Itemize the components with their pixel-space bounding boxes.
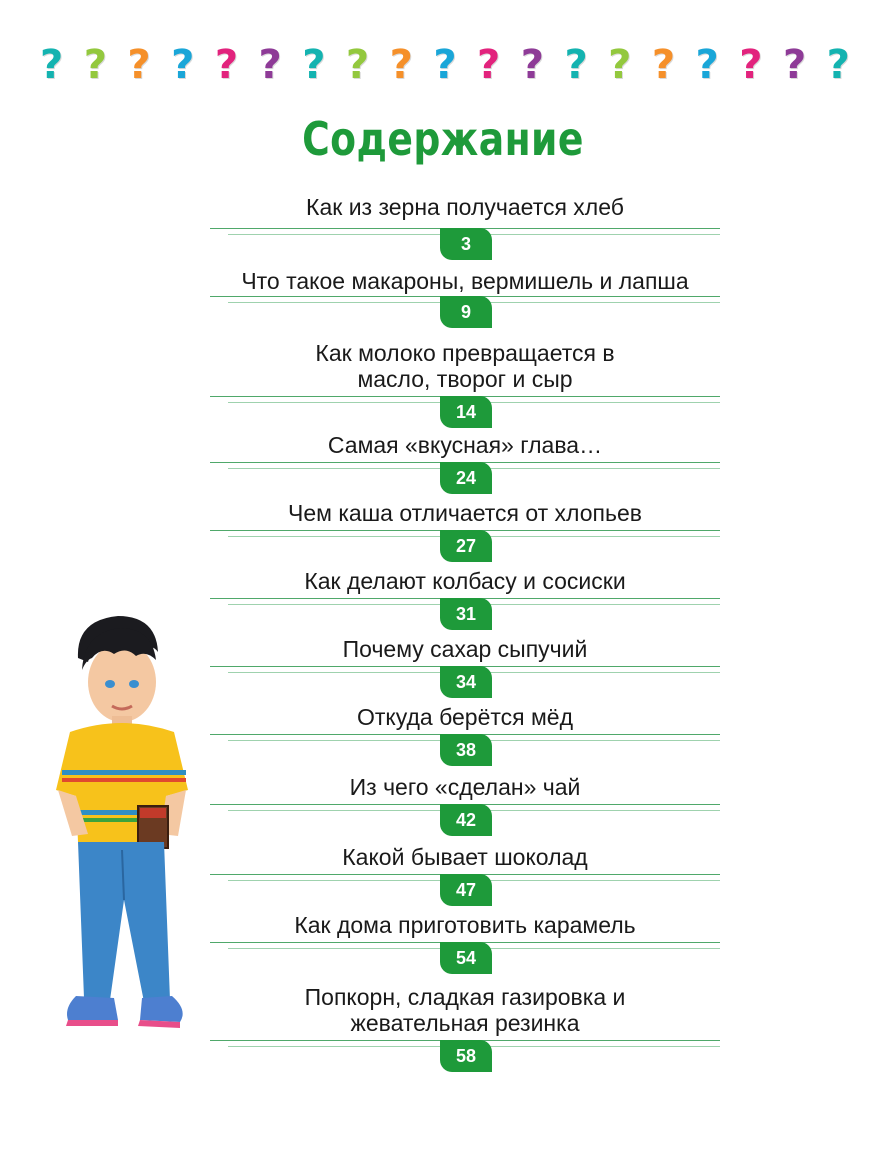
toc-entry-title: Как дома приготовить карамель [294,912,636,938]
page-number-badge: 27 [440,530,492,562]
toc-entry[interactable] [210,500,720,556]
page-number-badge: 9 [440,296,492,328]
page-number-badge: 24 [440,462,492,494]
question-mark-icon: ? [127,42,151,88]
question-mark-icon: ? [214,42,239,88]
page-number-badge: 3 [440,228,492,260]
question-mark-icon: ? [40,42,64,88]
toc-entry-title: Какой бывает шоколад [342,844,588,870]
question-mark-icon: ? [433,42,457,88]
toc-entry-title: Откуда берётся мёд [356,704,574,730]
toc-entry-title: Из чего «сделан» чай [349,774,581,800]
page-number-badge: 42 [440,804,492,836]
page-number-badge: 58 [440,1040,492,1072]
question-mark-icon: ? [564,42,588,88]
question-mark-icon: ? [389,42,413,88]
toc-entry[interactable] [210,774,720,830]
page-number-badge: 31 [440,598,492,630]
toc-entry-title: Как из зерна получается хлеб [306,194,624,220]
question-mark-icon: ? [345,42,370,88]
toc-entry[interactable] [210,704,720,760]
toc-entry-title: Самая «вкусная» глава… [327,432,603,458]
toc-entry[interactable] [210,432,720,488]
toc-entry-title: Почему сахар сыпучий [342,636,588,662]
question-mark-icon: ? [695,42,719,88]
question-mark-icon: ? [477,42,501,88]
page-number-badge: 38 [440,734,492,766]
toc-entry-title: Как делают колбасу и сосиски [304,568,626,594]
toc-entry[interactable] [210,912,720,968]
question-mark-icon: ? [520,42,544,88]
toc-entry-title: Что такое макароны, вермишель и лапша [241,268,689,294]
toc-entry[interactable] [210,844,720,900]
toc-entry[interactable] [315,340,615,422]
toc-entry[interactable] [210,194,720,254]
page-number-badge: 47 [440,874,492,906]
question-mark-icon: ? [258,42,282,88]
question-mark-icon: ? [83,42,107,88]
question-mark-icon: ? [171,42,195,88]
question-mark-border [40,40,850,90]
question-mark-icon: ? [302,42,326,88]
page-number-badge: 34 [440,666,492,698]
question-mark-icon: ? [826,42,850,88]
question-mark-icon: ? [739,42,763,88]
boy-illustration [48,610,238,1040]
page-number-badge: 14 [440,396,492,428]
toc-entry[interactable] [210,268,720,322]
question-mark-icon: ? [782,42,807,88]
toc-entry-title: Как молоко превращается в масло, творог и сыр [315,340,615,392]
toc-entry[interactable] [210,636,720,692]
page-number-badge: 54 [440,942,492,974]
question-mark-icon: ? [651,42,676,88]
page-title: Содержание [302,112,584,166]
toc-entry-title: Чем каша отличается от хлопьев [288,500,642,526]
toc-entry[interactable] [295,984,635,1066]
question-mark-icon: ? [608,42,632,88]
toc-entry-title: Попкорн, сладкая газировка и жевательная резинка [304,984,626,1036]
toc-entry[interactable] [210,568,720,624]
